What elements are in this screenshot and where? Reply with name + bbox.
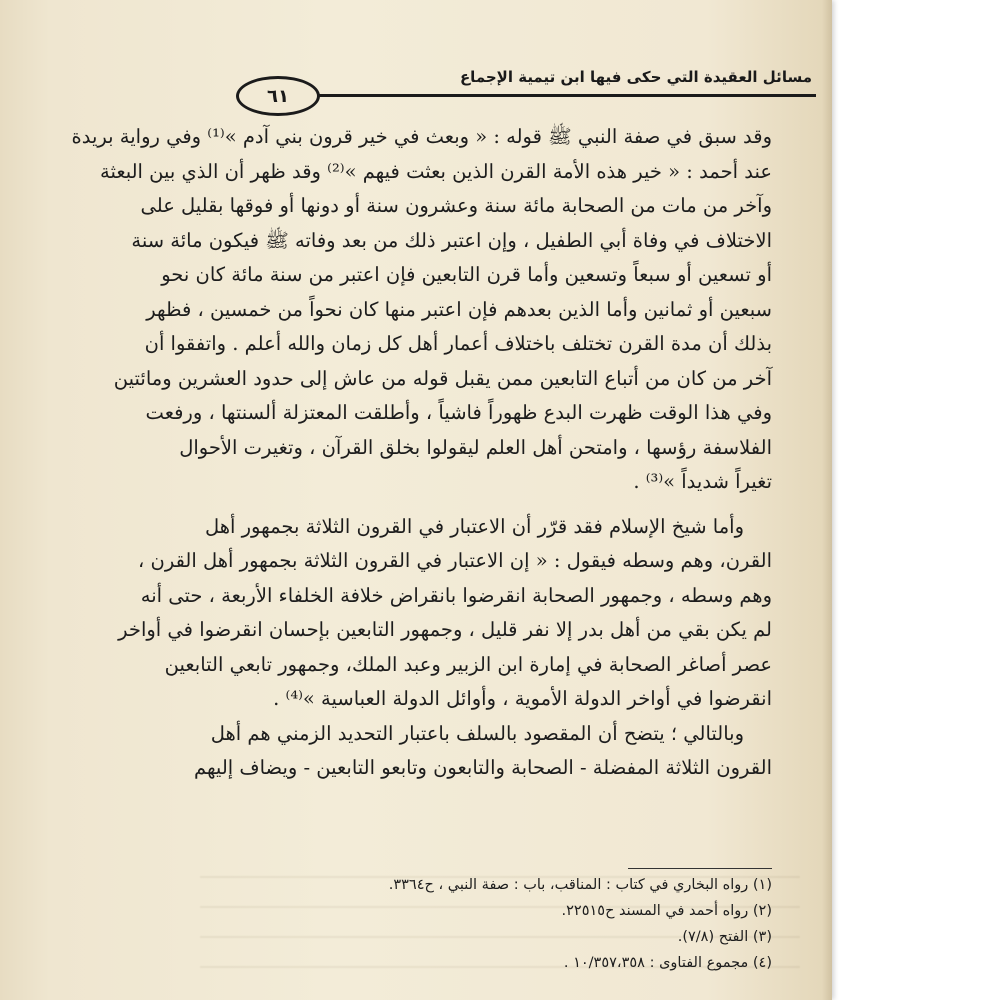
footnote: (٤) مجموع الفتاوى : ١٠/٣٥٧،٣٥٨ . bbox=[563, 955, 772, 971]
body-line: وآخر من مات من الصحابة مائة سنة وعشرون سنة أو دونها أو فوقها بقليل على bbox=[140, 194, 772, 217]
body-line: تغيراً شديداً »⁽³⁾ . bbox=[633, 470, 772, 493]
body-line: سبعين أو ثمانين وأما الذين بعدهم فإن اعتبر منها كان نحواً من خمسين ، فظهر bbox=[146, 297, 772, 321]
header-rule bbox=[292, 94, 816, 97]
footnotes bbox=[244, 872, 772, 976]
body-line: القرن، وهم وسطه فيقول : « إن الاعتبار في القرون الثلاثة بجمهور أهل القرن ، bbox=[138, 549, 772, 572]
body-line: أو تسعين أو سبعاً وتسعين وأما قرن التابعين فإن اعتبر من سنة مائة كان نحو bbox=[161, 263, 772, 286]
page-edge-shadow bbox=[822, 0, 832, 1000]
body-line: آخر من كان من أتباع التابعين ممن يقبل قوله من عاش إلى حدود العشرين ومائتين bbox=[113, 366, 772, 390]
body-line: وأما شيخ الإسلام فقد قرّر أن الاعتبار في القرون الثلاثة بجمهور أهل bbox=[204, 514, 744, 538]
body-line: وهم وسطه ، وجمهور الصحابة انقرضوا بانقراض خلافة الخلفاء الأربعة ، حتى أنه bbox=[140, 583, 772, 607]
body-line: انقرضوا في أواخر الدولة الأموية ، وأوائل الدولة العباسية »⁽⁴⁾ . bbox=[273, 687, 772, 710]
body-line: بذلك أن مدة القرن تختلف باختلاف أعمار أهل كل زمان والله أعلم . واتفقوا أن bbox=[144, 332, 772, 355]
body-line: وفي هذا الوقت ظهرت البدع ظهوراً فاشياً ، وأطلقت المعتزلة ألسنتها ، ورفعت bbox=[145, 401, 772, 424]
body-line: وقد سبق في صفة النبي ﷺ قوله : « وبعث في خير قرون بني آدم »⁽¹⁾ وفي رواية بريدة bbox=[71, 125, 772, 148]
paragraph-gap bbox=[244, 500, 772, 510]
body-line: لم يكن بقي من أهل بدر إلا نفر قليل ، وجمهور التابعين بإحسان انقرضوا في أواخر bbox=[118, 618, 772, 641]
body-line: الاختلاف في وفاة أبي الطفيل ، وإن اعتبر ذلك من بعد وفاته ﷺ فيكون مائة سنة bbox=[131, 228, 772, 252]
body-line: عصر أصاغر الصحابة في إمارة ابن الزبير وعبد الملك، وجمهور تابعي التابعين bbox=[164, 652, 772, 676]
page-number: ٦١ bbox=[236, 76, 320, 116]
body-line: الفلاسفة رؤسها ، وامتحن أهل العلم ليقولوا بخلق القرآن ، وتغيرت الأحوال bbox=[179, 435, 772, 459]
running-header bbox=[236, 64, 816, 108]
footnote-rule bbox=[628, 868, 772, 869]
footnote: (٢) رواه أحمد في المسند ح٢٢٥١٥. bbox=[561, 903, 772, 919]
body-text bbox=[71, 120, 772, 786]
body-line: القرون الثلاثة المفضلة - الصحابة والتابعون وتابعو التابعين - ويضاف إليهم bbox=[193, 756, 772, 779]
footnote: (٣) الفتح (٧/٨). bbox=[677, 929, 772, 945]
footnote: (١) رواه البخاري في كتاب : المناقب، باب : صفة النبي ، ح٣٣٦٤. bbox=[388, 877, 772, 893]
body-line: وبالتالي ؛ يتضح أن المقصود بالسلف باعتبار التحديد الزمني هم أهل bbox=[210, 721, 744, 745]
header-title: مسائل العقيدة التي حكى فيها ابن تيمية الإجماع bbox=[459, 68, 812, 86]
body-line: عند أحمد : « خير هذه الأمة القرن الذين بعثت فيهم »⁽²⁾ وقد ظهر أن الذي بين البعثة bbox=[99, 159, 772, 183]
